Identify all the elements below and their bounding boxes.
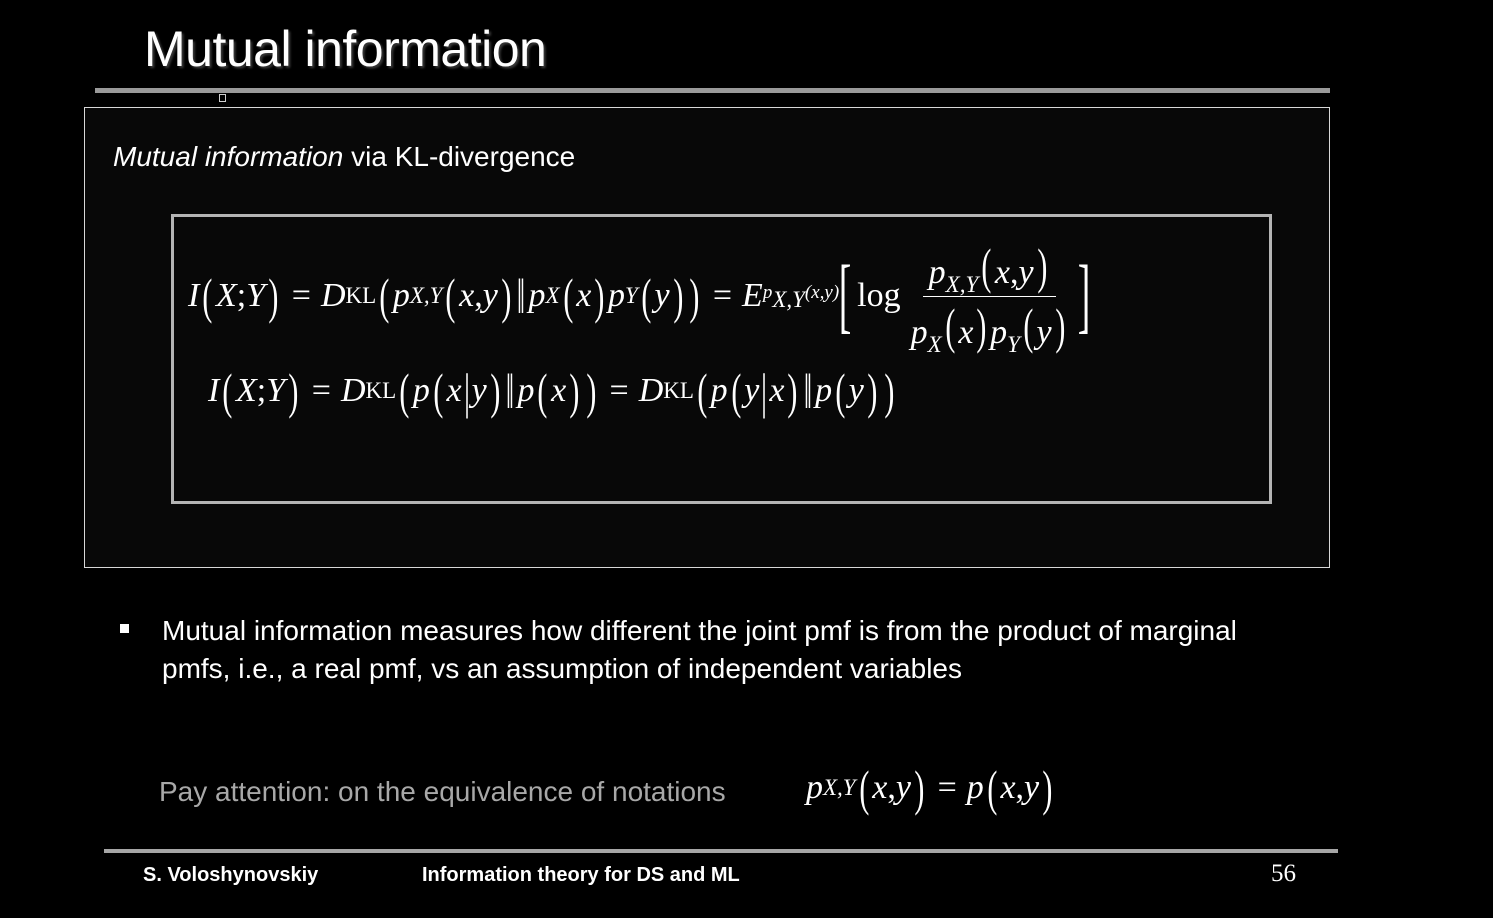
bullet-text: Mutual information measures how different the joint pmf is from the product of marginal pmfs, i.e., a real pmf, vs an assumption of independent variables	[162, 615, 1237, 684]
placeholder-mark	[219, 94, 226, 102]
equation-kl-conditional: I ( X ; Y ) = D KL ( p ( x | y ) ‖ p ( x ) ) = D KL ( p ( y | x ) ‖ p ( y ) )	[208, 363, 894, 419]
equation-kl-expectation: I ( X ; Y ) = D KL ( p X,Y ( x , y ) ‖ p X ( x ) p Y ( y ) ) = E $p_{X,Y}(x,y)$ [ log $\frac{p_{X,Y}(x,y)}{p_X(x)p_Y(y)}$ ]	[188, 237, 1091, 357]
caption-rest: via KL-divergence	[343, 141, 576, 172]
notation-equation: p X,Y ( x , y ) = p ( x , y )	[806, 760, 1053, 816]
page-number: 56	[1271, 860, 1296, 887]
definition-caption	[113, 139, 575, 175]
title-divider	[95, 88, 1330, 93]
footer-course: Information theory for DS and ML	[422, 864, 740, 886]
caption-italic: Mutual information	[113, 141, 344, 172]
footer-divider	[104, 849, 1338, 853]
bullet-square-icon	[120, 624, 129, 633]
attention-note: Pay attention: on the equivalence of notations	[159, 776, 726, 807]
slide-title: Mutual information	[144, 21, 547, 77]
footer-author: S. Voloshynovskiy	[143, 864, 319, 886]
